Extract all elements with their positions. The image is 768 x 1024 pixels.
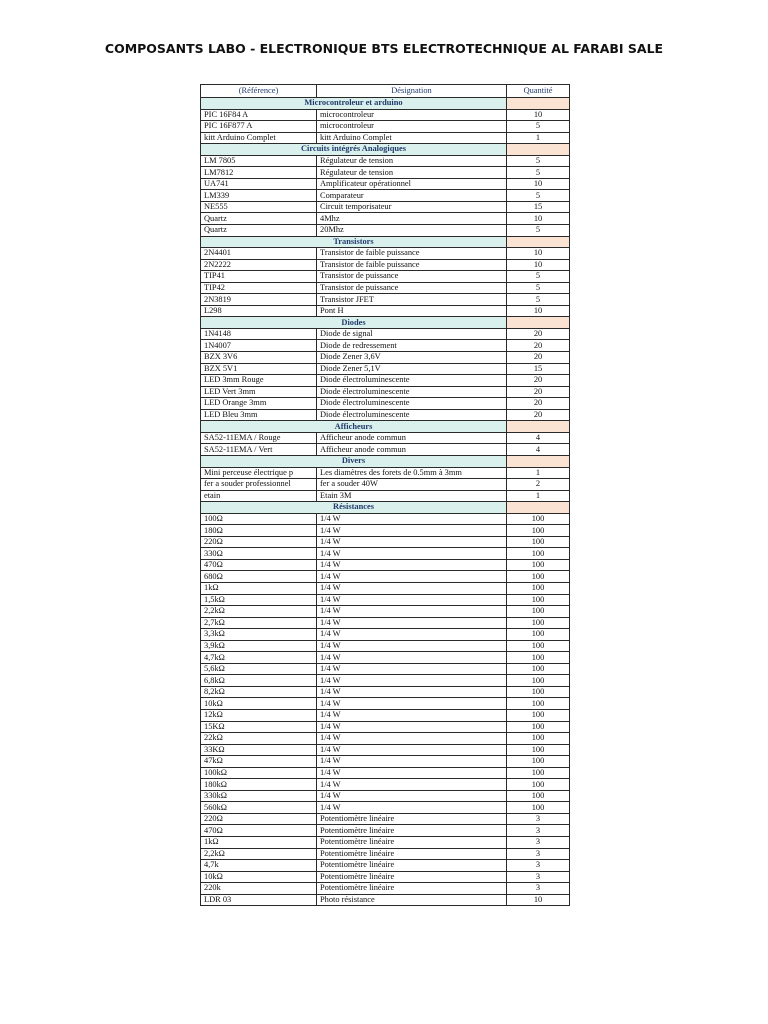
reference-cell: SA52-11EMA / Vert [201,444,317,456]
designation-cell: fer a souder 40W [317,479,507,491]
reference-cell: SA52-11EMA / Rouge [201,432,317,444]
designation-cell: 1/4 W [317,652,507,664]
designation-cell: Potentiomètre linéaire [317,883,507,895]
table-header-row [201,85,570,98]
designation-cell: Transistor JFET [317,294,507,306]
quantity-cell: 20 [507,328,570,340]
table-row [201,375,570,387]
section-title: Microcontroleur et arduino [201,98,507,110]
designation-cell: 1/4 W [317,582,507,594]
designation-cell: 1/4 W [317,513,507,525]
designation-cell: 1/4 W [317,721,507,733]
table-row [201,386,570,398]
designation-cell: Comparateur [317,190,507,202]
designation-cell: Régulateur de tension [317,155,507,167]
designation-cell: Transistor de faible puissance [317,248,507,260]
quantity-cell: 10 [507,305,570,317]
section-quantity-cell [507,144,570,156]
reference-cell: 330Ω [201,548,317,560]
designation-cell: 1/4 W [317,767,507,779]
quantity-cell: 100 [507,571,570,583]
quantity-cell: 100 [507,594,570,606]
reference-cell: Quartz [201,213,317,225]
table-row [201,467,570,479]
table-row [201,178,570,190]
table-row [201,813,570,825]
table-row [201,479,570,491]
designation-cell: 1/4 W [317,756,507,768]
section-title: Circuits intégrés Analogiques [201,144,507,156]
table-row [201,744,570,756]
reference-cell: 1kΩ [201,837,317,849]
reference-cell: 1kΩ [201,582,317,594]
table-row [201,640,570,652]
reference-cell: 12kΩ [201,709,317,721]
quantity-cell: 3 [507,848,570,860]
reference-cell: 2,7kΩ [201,617,317,629]
quantity-cell: 100 [507,559,570,571]
quantity-cell: 20 [507,386,570,398]
quantity-cell: 3 [507,860,570,872]
table-row [201,802,570,814]
quantity-cell: 10 [507,894,570,906]
designation-cell: 1/4 W [317,686,507,698]
table-row [201,213,570,225]
designation-cell: Transistor de faible puissance [317,259,507,271]
table-row [201,536,570,548]
quantity-cell: 100 [507,756,570,768]
table-row [201,259,570,271]
quantity-cell: 5 [507,294,570,306]
designation-cell: 1/4 W [317,640,507,652]
table-row [201,663,570,675]
quantity-cell: 1 [507,490,570,502]
designation-cell: 4Mhz [317,213,507,225]
designation-cell: Pont H [317,305,507,317]
table-row [201,248,570,260]
designation-cell: 1/4 W [317,698,507,710]
table-row [201,409,570,421]
designation-cell: Circuit temporisateur [317,201,507,213]
table-row [201,686,570,698]
reference-cell: 680Ω [201,571,317,583]
reference-cell: 180kΩ [201,779,317,791]
table-row [201,271,570,283]
reference-cell: NE555 [201,201,317,213]
designation-cell: 1/4 W [317,802,507,814]
section-title: Résistances [201,502,507,514]
reference-cell: TIP42 [201,282,317,294]
table-row [201,894,570,906]
designation-cell: Potentiomètre linéaire [317,860,507,872]
quantity-cell: 100 [507,548,570,560]
reference-cell: 470Ω [201,825,317,837]
reference-cell: 6,8kΩ [201,675,317,687]
table-row [201,883,570,895]
quantity-cell: 10 [507,248,570,260]
reference-cell: kitt Arduino Complet [201,132,317,144]
quantity-cell: 100 [507,640,570,652]
reference-cell: 560kΩ [201,802,317,814]
reference-cell: LDR 03 [201,894,317,906]
table-row [201,548,570,560]
designation-cell: Transistor de puissance [317,282,507,294]
designation-cell: Régulateur de tension [317,167,507,179]
reference-cell: LM339 [201,190,317,202]
quantity-cell: 100 [507,629,570,641]
reference-cell: LED Bleu 3mm [201,409,317,421]
table-row [201,721,570,733]
table-row [201,282,570,294]
quantity-cell: 20 [507,352,570,364]
table-row [201,825,570,837]
table-row [201,617,570,629]
section-header-row [201,502,570,514]
table-row [201,352,570,364]
reference-cell: etain [201,490,317,502]
reference-cell: 330kΩ [201,790,317,802]
section-quantity-cell [507,317,570,329]
reference-cell: 2N4401 [201,248,317,260]
reference-cell: 2,2kΩ [201,606,317,618]
quantity-cell: 100 [507,709,570,721]
quantity-cell: 100 [507,617,570,629]
quantity-cell: 10 [507,213,570,225]
designation-cell: Diode Zener 5,1V [317,363,507,375]
table-row [201,837,570,849]
table-row [201,444,570,456]
reference-cell: 3,9kΩ [201,640,317,652]
section-quantity-cell [507,98,570,110]
quantity-cell: 3 [507,825,570,837]
table-row [201,294,570,306]
reference-cell: 220k [201,883,317,895]
reference-cell: 1N4148 [201,328,317,340]
quantity-cell: 4 [507,432,570,444]
reference-cell: 5,6kΩ [201,663,317,675]
designation-cell: microcontroleur [317,121,507,133]
section-header-row [201,421,570,433]
quantity-cell: 3 [507,871,570,883]
table-body [201,98,570,906]
reference-cell: 4,7k [201,860,317,872]
quantity-cell: 5 [507,121,570,133]
quantity-cell: 100 [507,582,570,594]
table-row [201,698,570,710]
table-row [201,790,570,802]
table-row [201,132,570,144]
quantity-cell: 100 [507,744,570,756]
quantity-cell: 1 [507,467,570,479]
reference-cell: PIC 16F84 A [201,109,317,121]
designation-cell: Afficheur anode commun [317,432,507,444]
reference-cell: 470Ω [201,559,317,571]
quantity-cell: 10 [507,178,570,190]
table-row [201,559,570,571]
reference-cell: 22kΩ [201,733,317,745]
designation-cell: 1/4 W [317,571,507,583]
designation-cell: Potentiomètre linéaire [317,848,507,860]
table-row [201,629,570,641]
reference-cell: 3,3kΩ [201,629,317,641]
section-header-row [201,317,570,329]
quantity-cell: 5 [507,167,570,179]
quantity-cell: 100 [507,721,570,733]
quantity-cell: 20 [507,375,570,387]
quantity-cell: 20 [507,409,570,421]
table-row [201,201,570,213]
reference-cell: BZX 5V1 [201,363,317,375]
designation-cell: Etain 3M [317,490,507,502]
quantity-cell: 100 [507,675,570,687]
designation-cell: Les diamètres des forets de 0.5mm à 3mm [317,467,507,479]
quantity-cell: 10 [507,109,570,121]
reference-cell: 2,2kΩ [201,848,317,860]
designation-cell: Diode de redressement [317,340,507,352]
designation-cell: Diode Zener 3,6V [317,352,507,364]
designation-cell: 1/4 W [317,629,507,641]
table-row [201,155,570,167]
reference-cell: LED Orange 3mm [201,398,317,410]
section-title: Diodes [201,317,507,329]
designation-cell: Diode électroluminescente [317,398,507,410]
section-header-row [201,236,570,248]
table-row [201,606,570,618]
table-row [201,675,570,687]
quantity-cell: 100 [507,686,570,698]
table-row [201,363,570,375]
designation-cell: 1/4 W [317,559,507,571]
table-row [201,571,570,583]
quantity-cell: 100 [507,790,570,802]
section-title: Transistors [201,236,507,248]
table-row [201,305,570,317]
designation-cell: Diode électroluminescente [317,409,507,421]
designation-cell: Amplificateur opérationnel [317,178,507,190]
header-designation: Désignation [317,85,507,98]
table-row [201,328,570,340]
quantity-cell: 5 [507,155,570,167]
table-row [201,432,570,444]
reference-cell: 2N3819 [201,294,317,306]
table-row [201,756,570,768]
section-title: Divers [201,455,507,467]
reference-cell: 47kΩ [201,756,317,768]
quantity-cell: 3 [507,837,570,849]
designation-cell: 1/4 W [317,663,507,675]
designation-cell: 1/4 W [317,790,507,802]
quantity-cell: 100 [507,779,570,791]
designation-cell: Photo résistance [317,894,507,906]
quantity-cell: 100 [507,652,570,664]
quantity-cell: 100 [507,698,570,710]
header-reference: (Référence) [201,85,317,98]
designation-cell: microcontroleur [317,109,507,121]
quantity-cell: 3 [507,813,570,825]
quantity-cell: 2 [507,479,570,491]
quantity-cell: 100 [507,536,570,548]
reference-cell: 10kΩ [201,871,317,883]
section-quantity-cell [507,455,570,467]
reference-cell: L298 [201,305,317,317]
quantity-cell: 3 [507,883,570,895]
table-row [201,190,570,202]
reference-cell: 8,2kΩ [201,686,317,698]
designation-cell: Potentiomètre linéaire [317,813,507,825]
designation-cell: Potentiomètre linéaire [317,871,507,883]
table-row [201,860,570,872]
quantity-cell: 100 [507,767,570,779]
quantity-cell: 10 [507,259,570,271]
designation-cell: 1/4 W [317,548,507,560]
designation-cell: 1/4 W [317,617,507,629]
designation-cell: Potentiomètre linéaire [317,825,507,837]
quantity-cell: 100 [507,606,570,618]
section-header-row [201,98,570,110]
quantity-cell: 5 [507,271,570,283]
designation-cell: Diode électroluminescente [317,375,507,387]
table-row [201,490,570,502]
components-table [200,84,570,906]
designation-cell: kitt Arduino Complet [317,132,507,144]
table-row [201,513,570,525]
table-row [201,733,570,745]
quantity-cell: 100 [507,733,570,745]
table-row [201,652,570,664]
reference-cell: 4,7kΩ [201,652,317,664]
designation-cell: Diode électroluminescente [317,386,507,398]
reference-cell: 1N4007 [201,340,317,352]
designation-cell: 1/4 W [317,709,507,721]
reference-cell: Quartz [201,225,317,237]
section-quantity-cell [507,502,570,514]
reference-cell: LED 3mm Rouge [201,375,317,387]
designation-cell: 1/4 W [317,733,507,745]
reference-cell: 15KΩ [201,721,317,733]
table-row [201,109,570,121]
table-row [201,582,570,594]
section-quantity-cell [507,421,570,433]
designation-cell: Diode de signal [317,328,507,340]
section-header-row [201,144,570,156]
quantity-cell: 100 [507,663,570,675]
reference-cell: 220Ω [201,813,317,825]
section-quantity-cell [507,236,570,248]
designation-cell: 20Mhz [317,225,507,237]
reference-cell: PIC 16F877 A [201,121,317,133]
table-row [201,871,570,883]
reference-cell: 33KΩ [201,744,317,756]
quantity-cell: 15 [507,363,570,375]
designation-cell: 1/4 W [317,536,507,548]
reference-cell: 220Ω [201,536,317,548]
table-row [201,709,570,721]
reference-cell: TIP41 [201,271,317,283]
reference-cell: LM7812 [201,167,317,179]
reference-cell: 100kΩ [201,767,317,779]
quantity-cell: 100 [507,513,570,525]
table-row [201,594,570,606]
quantity-cell: 4 [507,444,570,456]
designation-cell: 1/4 W [317,779,507,791]
table-row [201,525,570,537]
quantity-cell: 100 [507,802,570,814]
designation-cell: 1/4 W [317,606,507,618]
reference-cell: Mini perceuse électrique p [201,467,317,479]
designation-cell: 1/4 W [317,594,507,606]
quantity-cell: 5 [507,190,570,202]
designation-cell: Afficheur anode commun [317,444,507,456]
table-row [201,121,570,133]
reference-cell: 180Ω [201,525,317,537]
table-row [201,767,570,779]
reference-cell: 2N2222 [201,259,317,271]
reference-cell: 1,5kΩ [201,594,317,606]
reference-cell: fer a souder professionnel [201,479,317,491]
section-header-row [201,455,570,467]
quantity-cell: 1 [507,132,570,144]
designation-cell: Transistor de puissance [317,271,507,283]
designation-cell: 1/4 W [317,744,507,756]
designation-cell: 1/4 W [317,525,507,537]
quantity-cell: 5 [507,225,570,237]
quantity-cell: 20 [507,340,570,352]
table-row [201,340,570,352]
table-row [201,779,570,791]
quantity-cell: 20 [507,398,570,410]
reference-cell: 100Ω [201,513,317,525]
reference-cell: LED Vert 3mm [201,386,317,398]
reference-cell: 10kΩ [201,698,317,710]
quantity-cell: 100 [507,525,570,537]
quantity-cell: 5 [507,282,570,294]
designation-cell: Potentiomètre linéaire [317,837,507,849]
table-row [201,167,570,179]
page-title: COMPOSANTS LABO - ELECTRONIQUE BTS ELECTROTECHNIQUE AL FARABI SALE [104,41,664,56]
header-quantity: Quantité [507,85,570,98]
reference-cell: BZX 3V6 [201,352,317,364]
table-row [201,225,570,237]
reference-cell: LM 7805 [201,155,317,167]
table-row [201,398,570,410]
reference-cell: UA741 [201,178,317,190]
table-row [201,848,570,860]
section-title: Afficheurs [201,421,507,433]
quantity-cell: 15 [507,201,570,213]
designation-cell: 1/4 W [317,675,507,687]
